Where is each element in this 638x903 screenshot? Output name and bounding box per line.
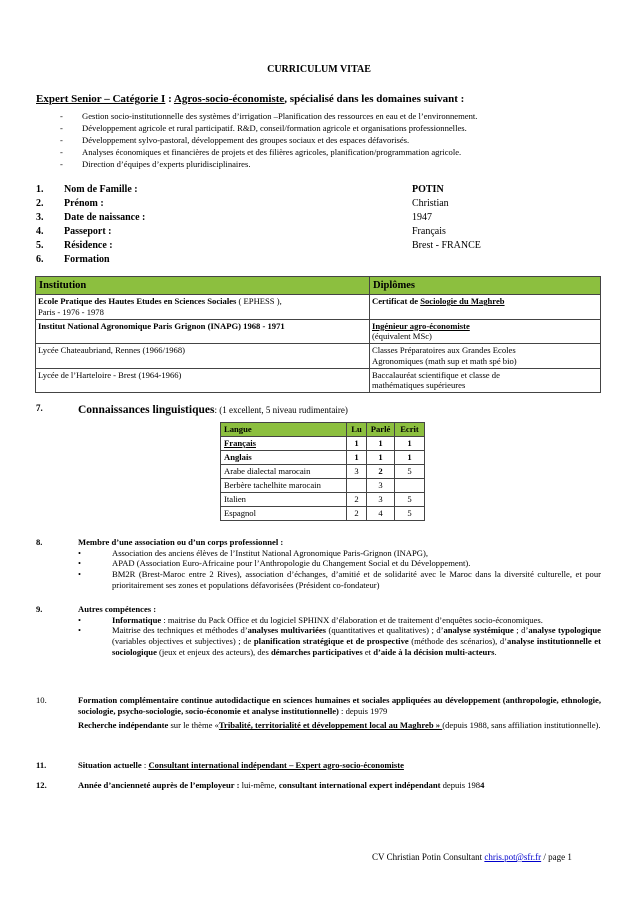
table-row: Institut National Agronomique Paris Grignon (INAPG) 1968 - 1971 Ingénieur agro-économiste (équivalent MSc) [36, 319, 601, 343]
email-link[interactable]: chris.pot@sfr.fr [484, 852, 542, 862]
list-item: - Développement sylvo-pastoral, développement des groupes sociaux et des espaces défavorisés. [60, 135, 410, 145]
info-row-formation: 6. Formation [36, 254, 110, 265]
table-header [36, 277, 601, 295]
list-item: - Analyses économiques et financières de projets et des filières agricoles, planification/programmation agricole. [60, 147, 462, 157]
table-header: Langue Lu Parlé Ecrit [221, 423, 425, 437]
languages-table [220, 422, 425, 521]
header-diplomas: Diplômes [370, 277, 601, 295]
headline-specialty: Agros-socio-économiste [173, 93, 285, 105]
header-institution: Institution [36, 277, 370, 295]
table-row: Berbère tachelhite marocain 3 [221, 479, 425, 493]
list-item: • BM2R (Brest-Maroc entre 2 Rives), association d’échanges, d’amitié et de solidarité avec le Maroc dans la diversité culturelle, et pour prioritairement ses zones et populations défavorisées (Président co-fondateur) [78, 569, 601, 590]
section-current-situation: 11. Situation actuelle : Consultant international indépendant – Expert agro-socio-économiste [36, 760, 404, 770]
table-row: Espagnol 2 4 5 [221, 507, 425, 521]
list-item: - Gestion socio-institutionnelle des systèmes d’irrigation –Planification des ressources en eau et de l’environnement. [60, 111, 478, 121]
list-item: • Association des anciens élèves de l’Institut National Agronomique Paris-Grignon (INAPG), [78, 547, 428, 558]
list-item: - Développement agricole et rural participatif. R&D, conseil/formation agricole et organisations professionnelles. [60, 123, 467, 133]
document-title: CURRICULUM VITAE [267, 64, 371, 75]
list-item: • Maitrise des techniques et méthodes d’analyses multivariées (quantitatives et qualitatives) ; d’analyse systémique ; d’analyse typologique (variables objectives et subjectives) ; de planification stratégique et de prospective (méthode des scénarios), d’analyse institutionnelle et sociologique (jeux et enjeux des acteurs), des démarches participatives et d’aide à la décision multi-acteurs. [78, 625, 601, 657]
info-row-firstname: 2. Prénom : Christian [36, 198, 449, 209]
table-row: Lycée de l’Harteloire - Brest (1964-1966) Baccalauréat scientifique et classe de mathématiques supérieures [36, 368, 601, 392]
page-footer: CV Christian Potin Consultant chris.pot@sfr.fr / page 1 [372, 852, 572, 862]
headline: Expert Senior – Catégorie I : Agros-socio-économiste, spécialisé dans les domaines suivant : [36, 93, 465, 105]
table-row: Italien 2 3 5 [221, 493, 425, 507]
table-row: Anglais 1 1 1 [221, 451, 425, 465]
table-row: Lycée Chateaubriand, Rennes (1966/1968) Classes Préparatoires aux Grandes Ecoles Agronomiques (math sup et math spé bio) [36, 344, 601, 368]
info-row-lastname: 1. Nom de Famille : POTIN [36, 184, 444, 195]
personal-info [36, 184, 616, 268]
domains-list [60, 111, 620, 171]
section-training: 10. Formation complémentaire continue autodidactique en sciences humaines et sociales appliquées au développement (anthropologie, ethnologie, sociologie, psycho-sociologie, socio-économie et analyse institutionnelle) : depuis 1979 Recherche indépendante sur le thème «Tribalité, territorialité et développement local au Maghreb » (depuis 1988, sans affiliation institutionnelle). [36, 695, 601, 731]
table-row: Ecole Pratique des Hautes Etudes en Sciences Sociales ( EPHESS ), Paris - 1976 - 1978 Certificat de Sociologie du Maghreb [36, 295, 601, 319]
education-table [35, 276, 601, 393]
table-row: Arabe dialectal marocain 3 2 5 [221, 465, 425, 479]
info-row-passport: 4. Passeport : Français [36, 226, 446, 237]
info-row-residence: 5. Résidence : Brest - FRANCE [36, 240, 481, 251]
section-seniority: 12. Année d’ancienneté auprès de l’employeur : lui-même, consultant international expert indépendant depuis 1984 [36, 780, 485, 790]
table-row: Français 1 1 1 [221, 437, 425, 451]
section-skills: 9. Autres compétences : • Informatique : maitrise du Pack Office et du logiciel SPHINX d’élaboration et de traitement d’enquêtes socio-économiques. • Maitrise des techniques et méthodes d’analyses multivariées (quantitatives et qualitatives) ; d’analyse systémique ; d’analyse typologique (variables objectives et subjectives) ; de planification stratégique et de prospective (méthode des scénarios), d’analyse institutionnelle et sociologique (jeux et enjeux des acteurs), des démarches participatives et d’aide à la décision multi-acteurs. [36, 604, 601, 657]
section-languages-heading: 7. Connaissances linguistiques : (1 excellent, 5 niveau rudimentaire) [36, 403, 348, 416]
list-item: • Informatique : maitrise du Pack Office et du logiciel SPHINX d’élaboration et de traitement d’enquêtes socio-économiques. [78, 614, 543, 625]
info-row-birthdate: 3. Date de naissance : 1947 [36, 212, 432, 223]
list-item: - Direction d’équipes d’experts pluridisciplinaires. [60, 159, 251, 169]
headline-category: Expert Senior – Catégorie I [36, 93, 166, 105]
section-associations: 8. Membre d’une association ou d’un corps professionnel : • Association des anciens élèves de l’Institut National Agronomique Paris-Grignon (INAPG), • APAD (Association Euro-Africaine pour l’Anthropologie du Changement Social et du Développement). • BM2R (Brest-Maroc entre 2 Rives), association d’échanges, d’amitié et de solidarité avec le Maroc dans la diversité culturelle, et pour prioritairement ses zones et populations défavorisées (Président co-fondateur) [36, 537, 601, 590]
list-item: • APAD (Association Euro-Africaine pour l’Anthropologie du Changement Social et du Développement). [78, 558, 471, 569]
